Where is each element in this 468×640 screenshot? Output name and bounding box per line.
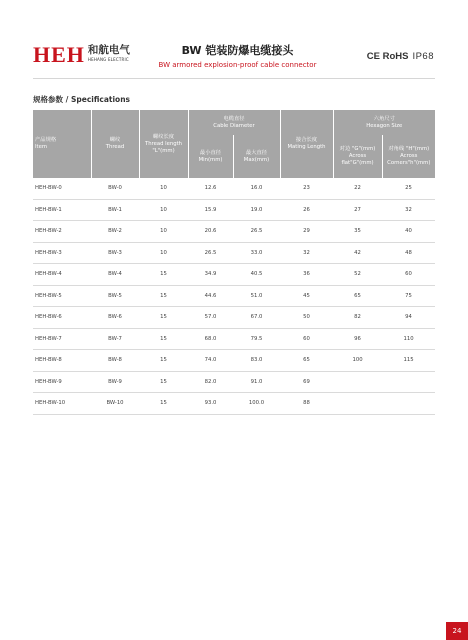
cell-across-flat: 96 bbox=[333, 328, 382, 350]
cell-across-flat: 42 bbox=[333, 242, 382, 264]
cell-max-diameter: 51.0 bbox=[233, 285, 280, 307]
table-row bbox=[33, 328, 435, 350]
table-row bbox=[33, 350, 435, 372]
header-min-diameter bbox=[188, 135, 233, 178]
cell-thread: BW-8 bbox=[91, 350, 139, 372]
cell-mating-length: 88 bbox=[280, 393, 333, 415]
ip-rating: IP68 bbox=[412, 51, 434, 62]
cell-max-diameter: 91.0 bbox=[233, 371, 280, 393]
cell-across-corners: 94 bbox=[382, 307, 435, 329]
header-max-diameter bbox=[233, 135, 280, 178]
cell-min-diameter: 82.0 bbox=[188, 371, 233, 393]
cell-thread: BW-0 bbox=[91, 178, 139, 199]
header-thread-en: Thread bbox=[105, 144, 125, 150]
header-thread-length-en: Thread length bbox=[144, 140, 183, 147]
cell-across-corners bbox=[382, 393, 435, 415]
cell-max-diameter: 19.0 bbox=[233, 199, 280, 221]
cell-across-corners: 40 bbox=[382, 221, 435, 243]
cell-across-corners: 32 bbox=[382, 199, 435, 221]
page-header bbox=[130, 44, 345, 70]
header-hexagon-cn: 六角尺寸 bbox=[373, 115, 395, 122]
header-across-corners-en2: Corners"h"(mm) bbox=[387, 160, 431, 166]
cell-item: HEH-BW-9 bbox=[33, 371, 91, 393]
header-item-cn: 产品规格 bbox=[35, 137, 57, 143]
cell-thread-length: 10 bbox=[139, 178, 188, 199]
cell-max-diameter: 83.0 bbox=[233, 350, 280, 372]
cell-min-diameter: 15.9 bbox=[188, 199, 233, 221]
cell-across-flat: 52 bbox=[333, 264, 382, 286]
cell-across-corners: 75 bbox=[382, 285, 435, 307]
section-title: 规格参数 / Specifications bbox=[33, 95, 131, 104]
cell-mating-length: 69 bbox=[280, 371, 333, 393]
cell-mating-length: 65 bbox=[280, 350, 333, 372]
cell-min-diameter: 26.5 bbox=[188, 242, 233, 264]
table-row bbox=[33, 285, 435, 307]
cell-thread: BW-7 bbox=[91, 328, 139, 350]
cell-across-corners: 110 bbox=[382, 328, 435, 350]
table-row bbox=[33, 242, 435, 264]
cell-item: HEH-BW-3 bbox=[33, 242, 91, 264]
header-across-flat-cn: 对边 "G"(mm) bbox=[339, 146, 376, 152]
cell-mating-length: 60 bbox=[280, 328, 333, 350]
cell-thread-length: 10 bbox=[139, 221, 188, 243]
header-thread-cn: 螺纹 bbox=[109, 137, 121, 143]
brand-name-cn: 和航电气 bbox=[87, 44, 130, 56]
cell-item: HEH-BW-4 bbox=[33, 264, 91, 286]
header-mating-length bbox=[280, 110, 333, 178]
page-number: 24 bbox=[446, 622, 468, 640]
cell-max-diameter: 67.0 bbox=[233, 307, 280, 329]
header-across-flat-en2: flat"G"(mm) bbox=[341, 160, 374, 166]
cell-item: HEH-BW-0 bbox=[33, 178, 91, 199]
cell-thread: BW-5 bbox=[91, 285, 139, 307]
cell-mating-length: 32 bbox=[280, 242, 333, 264]
cell-thread-length: 15 bbox=[139, 393, 188, 415]
header-across-corners bbox=[382, 135, 435, 178]
page-title-cn: BW 铠装防爆电缆接头 bbox=[181, 44, 294, 57]
cell-item: HEH-BW-7 bbox=[33, 328, 91, 350]
cell-min-diameter: 74.0 bbox=[188, 350, 233, 372]
header-cable-diameter-en: Cable Diameter bbox=[213, 122, 255, 129]
cell-across-corners: 60 bbox=[382, 264, 435, 286]
cell-mating-length: 36 bbox=[280, 264, 333, 286]
cell-min-diameter: 44.6 bbox=[188, 285, 233, 307]
cell-item: HEH-BW-6 bbox=[33, 307, 91, 329]
cell-across-flat: 65 bbox=[333, 285, 382, 307]
header-mating-length-cn: 接合长度 bbox=[295, 137, 318, 143]
cell-min-diameter: 93.0 bbox=[188, 393, 233, 415]
cell-thread: BW-4 bbox=[91, 264, 139, 286]
header-across-corners-cn: 对角线 "H"(mm) bbox=[388, 146, 430, 152]
ce-rohs-mark: CE RoHS bbox=[366, 51, 409, 62]
cell-min-diameter: 68.0 bbox=[188, 328, 233, 350]
cell-thread-length: 15 bbox=[139, 328, 188, 350]
header-cable-diameter bbox=[188, 110, 280, 135]
table-row bbox=[33, 264, 435, 286]
cell-min-diameter: 12.6 bbox=[188, 178, 233, 199]
cell-item: HEH-BW-2 bbox=[33, 221, 91, 243]
header-max-en: Max(mm) bbox=[243, 156, 270, 163]
table-row bbox=[33, 178, 435, 199]
cell-thread: BW-10 bbox=[91, 393, 139, 415]
cell-min-diameter: 34.9 bbox=[188, 264, 233, 286]
cell-thread-length: 15 bbox=[139, 371, 188, 393]
header-thread-length-cn: 螺纹长度 bbox=[152, 133, 175, 140]
cell-max-diameter: 33.0 bbox=[233, 242, 280, 264]
cell-thread: BW-9 bbox=[91, 371, 139, 393]
cell-max-diameter: 16.0 bbox=[233, 178, 280, 199]
table-row bbox=[33, 307, 435, 329]
spec-table bbox=[33, 110, 435, 415]
cell-max-diameter: 100.0 bbox=[233, 393, 280, 415]
header-divider bbox=[33, 78, 435, 79]
header-mating-length-en: Mating Length bbox=[287, 144, 326, 150]
cell-max-diameter: 26.5 bbox=[233, 221, 280, 243]
header-thread bbox=[91, 110, 139, 178]
header-across-flat bbox=[333, 135, 382, 178]
cell-thread-length: 10 bbox=[139, 242, 188, 264]
table-row bbox=[33, 371, 435, 393]
cell-mating-length: 23 bbox=[280, 178, 333, 199]
table-row bbox=[33, 393, 435, 415]
certification-marks bbox=[367, 51, 434, 62]
cell-thread: BW-6 bbox=[91, 307, 139, 329]
cell-mating-length: 45 bbox=[280, 285, 333, 307]
header-min-cn: 最小直径 bbox=[199, 149, 222, 156]
brand-name-en: HEHANG ELECTRIC bbox=[87, 57, 129, 62]
brand-logo bbox=[33, 44, 130, 66]
cell-mating-length: 50 bbox=[280, 307, 333, 329]
cell-across-flat bbox=[333, 393, 382, 415]
header-across-corners-en1: Across bbox=[400, 153, 418, 159]
cell-item: HEH-BW-8 bbox=[33, 350, 91, 372]
logo-text bbox=[88, 44, 130, 63]
cell-thread-length: 15 bbox=[139, 307, 188, 329]
header-hexagon-en: Hexagon Size bbox=[366, 122, 403, 129]
cell-item: HEH-BW-5 bbox=[33, 285, 91, 307]
cell-thread-length: 10 bbox=[139, 199, 188, 221]
cell-min-diameter: 20.6 bbox=[188, 221, 233, 243]
cell-thread: BW-2 bbox=[91, 221, 139, 243]
header-min-en: Min(mm) bbox=[198, 156, 223, 163]
cell-across-corners: 48 bbox=[382, 242, 435, 264]
cell-across-flat: 22 bbox=[333, 178, 382, 199]
cell-thread-length: 15 bbox=[139, 350, 188, 372]
table-row bbox=[33, 221, 435, 243]
cell-thread-length: 15 bbox=[139, 264, 188, 286]
cell-across-flat: 35 bbox=[333, 221, 382, 243]
cell-across-corners: 25 bbox=[382, 178, 435, 199]
cell-across-flat bbox=[333, 371, 382, 393]
cell-max-diameter: 79.5 bbox=[233, 328, 280, 350]
cell-max-diameter: 40.5 bbox=[233, 264, 280, 286]
cell-across-flat: 100 bbox=[333, 350, 382, 372]
cell-across-flat: 82 bbox=[333, 307, 382, 329]
cell-item: HEH-BW-1 bbox=[33, 199, 91, 221]
header-across-flat-en1: Across bbox=[348, 153, 367, 159]
header-hexagon-size bbox=[333, 110, 435, 135]
header-max-cn: 最大直径 bbox=[245, 149, 268, 156]
header-thread-length bbox=[139, 110, 188, 178]
cell-thread-length: 15 bbox=[139, 285, 188, 307]
header-item-en: Item bbox=[35, 144, 48, 150]
logo-mark: HEH bbox=[33, 42, 85, 67]
cell-mating-length: 26 bbox=[280, 199, 333, 221]
cell-item: HEH-BW-10 bbox=[33, 393, 91, 415]
table-row bbox=[33, 199, 435, 221]
header-thread-length-unit: "L"(mm) bbox=[152, 147, 175, 154]
cell-across-corners bbox=[382, 371, 435, 393]
cell-min-diameter: 57.0 bbox=[188, 307, 233, 329]
cell-across-corners: 115 bbox=[382, 350, 435, 372]
page-title-en: BW armored explosion-proof cable connector bbox=[158, 61, 317, 69]
cell-thread: BW-3 bbox=[91, 242, 139, 264]
cell-across-flat: 27 bbox=[333, 199, 382, 221]
cell-thread: BW-1 bbox=[91, 199, 139, 221]
cell-mating-length: 29 bbox=[280, 221, 333, 243]
header-cable-diameter-cn: 电缆直径 bbox=[223, 115, 245, 122]
header-item bbox=[33, 110, 91, 178]
